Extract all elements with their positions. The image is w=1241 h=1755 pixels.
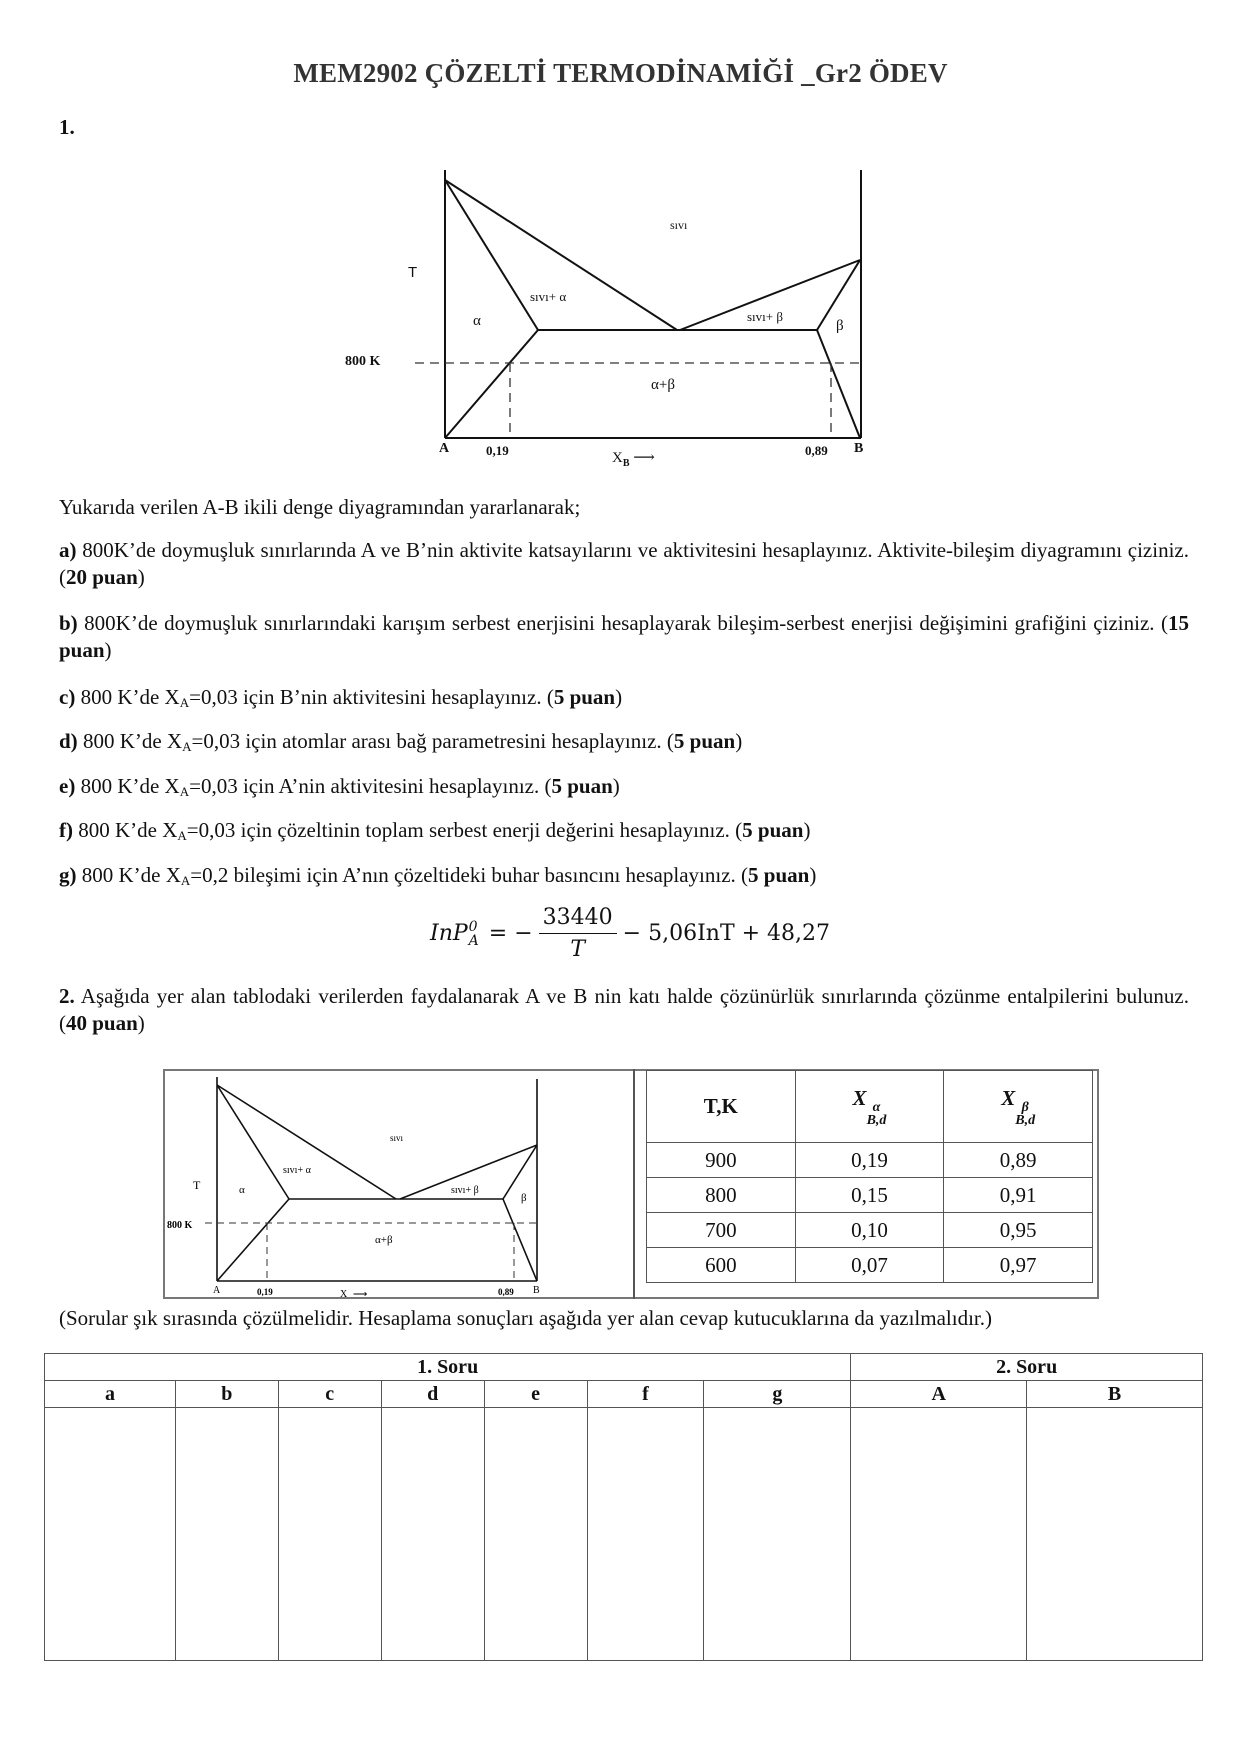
answer-table [44,1353,1203,1661]
region-liquid-alpha: sıvı+ α [530,289,567,304]
col-A: A [851,1381,1027,1408]
table-row [647,1143,1093,1178]
col-d: d [381,1381,484,1408]
phase-diagram-1 [345,158,880,473]
svg-text:800 K: 800 K [167,1220,193,1231]
question-1b: b) 800K’de doymuşluk sınırlarındaki karışım serbest enerjisini hesaplayarak bileşim-serbest enerjisi değişimini grafiğini çiziniz. (15 puan) [59,611,1189,662]
document-title: MEM2902 ÇÖZELTİ TERMODİNAMİĞİ _Gr2 ÖDEV [293,58,948,88]
question-1-intro: Yukarıda verilen A-B ikili denge diyagramından yararlanarak; [59,495,581,519]
question-1a: a) 800K’de doymuşluk sınırlarında A ve B’nin aktivite katsayılarını ve aktivitesini hesaplayınız. Aktivite-bileşim diyagramını çiziniz. (20 puan) [59,538,1189,589]
header-x-alpha: X α B,d [795,1071,944,1143]
cell-t: 700 [647,1213,796,1248]
answer-box-f[interactable] [587,1408,704,1661]
question-2: 2. Aşağıda yer alan tablodaki verilerden faydalanarak A ve B nin katı halde çözünürlük sınırlarında çözünme entalpilerini bulunuz. (40 puan) [59,984,1189,1035]
cell-t: 900 [647,1143,796,1178]
svg-text:β: β [521,1192,527,1204]
region-liquid: sıvı [670,218,688,232]
question-1g: g) 800 K’de $X_A=0,2$ bileşimi için A’nın çözeltideki buhar basıncını hesaplayınız. (5 puan) [59,863,817,888]
svg-text:T: T [193,1178,201,1192]
solubility-table [646,1070,1093,1283]
question-1d: d) 800 K’de $X_A=0,03$ için atomlar arası bağ parametresini hesaplayınız. (5 puan) [59,729,743,754]
question-1e: e) 800 K’de $X_A=0,03$ için A’nin aktivitesini hesaplayınız. (5 puan) [59,774,620,799]
x-label-B: B [854,441,864,456]
temperature-marker: 800 K [345,354,381,369]
answer-input-row [45,1408,1203,1661]
cell-x-beta: 0,95 [944,1213,1093,1248]
svg-text:⟶: ⟶ [353,1289,368,1297]
svg-text:B: B [533,1285,540,1296]
answer-box-A[interactable] [851,1408,1027,1661]
col-a: a [45,1381,176,1408]
col-B: B [1027,1381,1203,1408]
svg-text:α: α [239,1184,245,1196]
table-row [647,1248,1093,1283]
phase-diagram-svg [370,158,880,473]
region-beta: β [836,318,844,334]
cell-x-alpha: 0,19 [795,1143,944,1178]
arrow-right-icon: ⟶ [633,450,655,466]
cell-x-beta: 0,91 [944,1178,1093,1213]
cell-x-alpha: 0,07 [795,1248,944,1283]
group-soru-2: 2. Soru [851,1354,1203,1381]
header-temperature: T,K [647,1071,796,1143]
table-row [647,1178,1093,1213]
question-1c: c) 800 K’de $X_A=0,03$ için B’nin aktivitesini hesaplayınız. (5 puan) [59,685,623,710]
phase-diagram-2-svg [165,1071,555,1297]
phase-diagram-2 [165,1071,555,1297]
table-header-row [647,1071,1093,1143]
answer-box-B[interactable] [1027,1408,1203,1661]
region-liquid-beta: sıvı+ β [747,309,783,324]
answer-box-b[interactable] [175,1408,278,1661]
region-alpha-beta: α+β [651,377,675,393]
answer-box-g[interactable] [704,1408,851,1661]
svg-text:0,19: 0,19 [257,1287,273,1297]
region-alpha: α [473,313,481,329]
cell-x-alpha: 0,15 [795,1178,944,1213]
col-e: e [484,1381,587,1408]
divider [633,1069,635,1299]
svg-text:A: A [213,1285,221,1296]
cell-t: 800 [647,1178,796,1213]
answer-column-row [45,1381,1203,1408]
question-1f: f) 800 K’de $X_A=0,03$ için çözeltinin toplam serbest enerji değerini hesaplayınız. (5 puan) [59,818,811,843]
x-mark-089: 0,89 [805,443,828,458]
cell-x-beta: 0,89 [944,1143,1093,1178]
svg-text:X: X [340,1289,348,1297]
svg-text:α+β: α+β [375,1234,393,1246]
col-g: g [704,1381,851,1408]
svg-text:sıvı: sıvı [390,1133,404,1143]
question-1-number: 1. [59,115,75,139]
cell-t: 600 [647,1248,796,1283]
header-x-beta: X β B,d [944,1071,1093,1143]
svg-text:0,89: 0,89 [498,1287,514,1297]
answer-box-a[interactable] [45,1408,176,1661]
x-label-A: A [439,441,450,456]
answer-group-row [45,1354,1203,1381]
col-f: f [587,1381,704,1408]
col-b: b [175,1381,278,1408]
instruction-note: (Sorular şık sırasında çözülmelidir. Hesaplama sonuçları aşağıda yer alan cevap kutucuklarına da yazılmalıdır.) [59,1306,993,1330]
cell-x-alpha: 0,10 [795,1213,944,1248]
table-row [647,1213,1093,1248]
col-c: c [278,1381,381,1408]
group-soru-1: 1. Soru [45,1354,851,1381]
cell-x-beta: 0,97 [944,1248,1093,1283]
svg-text:sıvı+ β: sıvı+ β [451,1185,479,1196]
answer-box-d[interactable] [381,1408,484,1661]
y-axis-label: T [408,264,418,281]
answer-box-c[interactable] [278,1408,381,1661]
x-axis-label: $X_B$ ⟶ [612,450,655,469]
x-mark-019: 0,19 [486,443,509,458]
svg-text:sıvı+ α: sıvı+ α [283,1165,311,1176]
vapor-pressure-formula: InP 0 A = − $\frac{33440}{T}$ − 5,06InT + 48,27 [430,905,831,962]
answer-box-e[interactable] [484,1408,587,1661]
formula-fraction: $\frac{33440}{T}$ [539,905,617,962]
